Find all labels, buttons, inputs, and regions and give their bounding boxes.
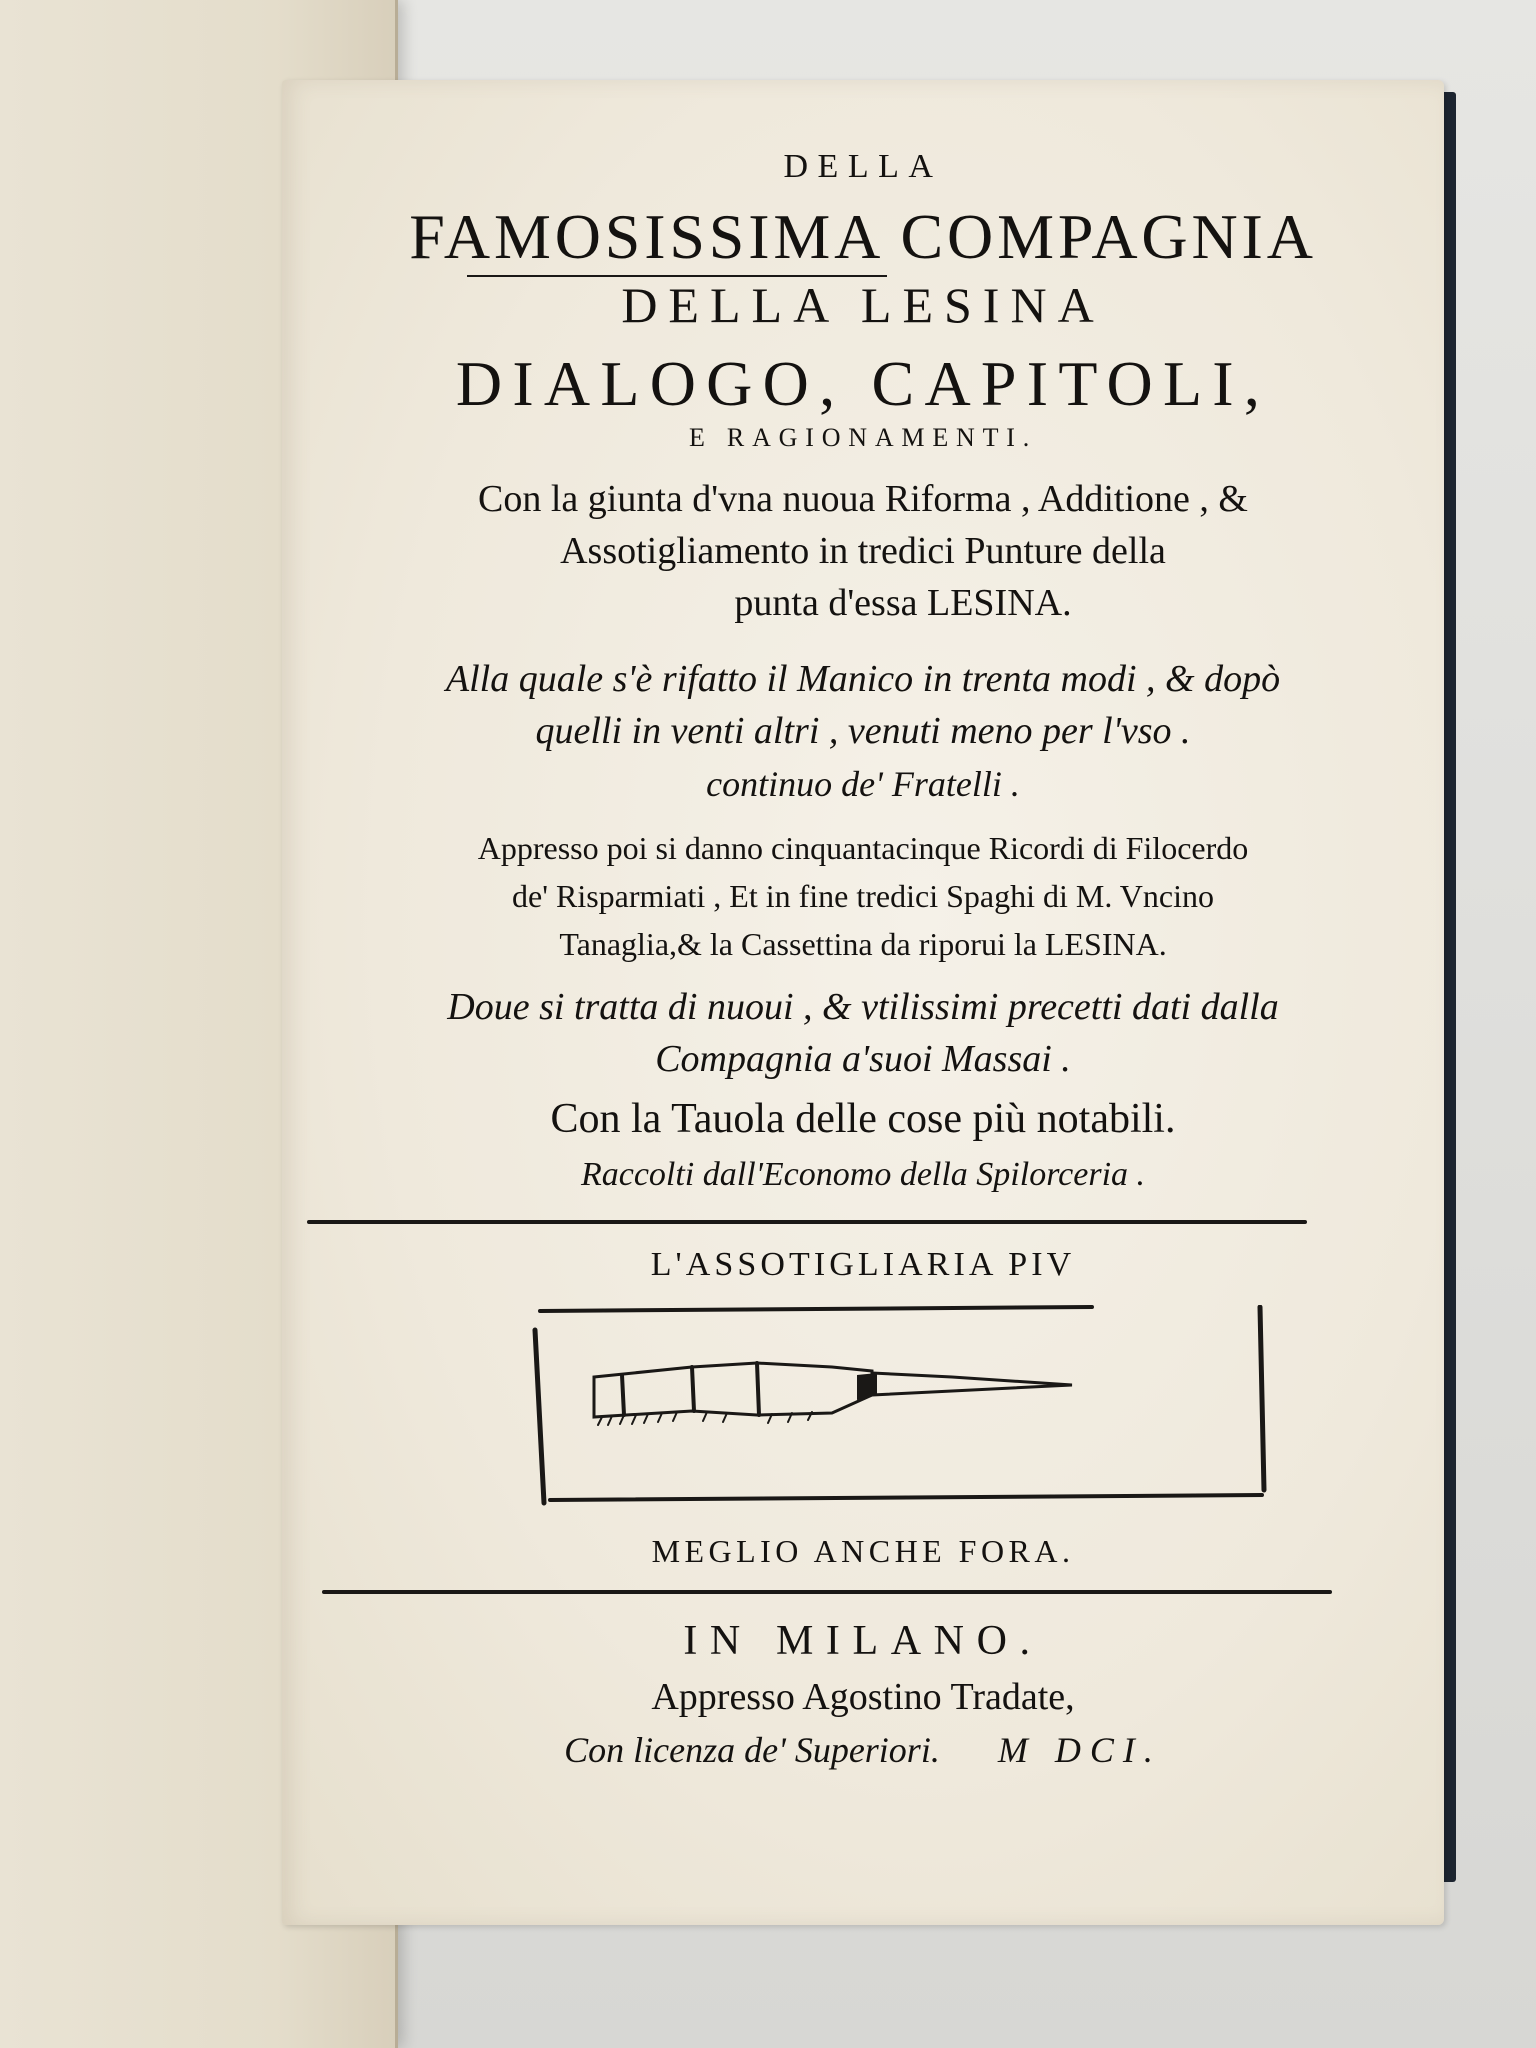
awl-handle bbox=[594, 1363, 872, 1417]
imprint-place: IN MILANO. bbox=[683, 1618, 1043, 1664]
woodcut-frame-left bbox=[535, 1330, 544, 1503]
title-page bbox=[282, 80, 1444, 1925]
awl-woodcut bbox=[532, 1305, 1277, 1510]
content-line-3: Tanaglia,& la Cassettina da riporui la LESINA. bbox=[559, 926, 1167, 962]
woodcut-frame-top bbox=[540, 1307, 1092, 1311]
title-line-3: DELLA LESINA bbox=[621, 277, 1105, 333]
title-line-4: DIALOGO, CAPITOLI, bbox=[455, 348, 1271, 419]
italic-line-1: Alla quale s'è rifatto il Manico in trenta modi , & dopò bbox=[445, 658, 1281, 700]
woodcut-frame-bottom bbox=[550, 1495, 1262, 1500]
awl-blade bbox=[872, 1373, 1072, 1395]
imprint-license bbox=[282, 1732, 1444, 1768]
italic-line-5: Compagnia a'suoi Massai . bbox=[655, 1038, 1071, 1080]
bottom-divider bbox=[322, 1590, 1332, 1594]
italic-line-3: continuo de' Fratelli . bbox=[706, 764, 1020, 804]
title-line-2: FAMOSISSIMA COMPAGNIA bbox=[409, 201, 1317, 272]
subtitle-line-3: punta d'essa LESINA. bbox=[734, 582, 1072, 624]
top-divider bbox=[307, 1220, 1307, 1224]
subtitle-line-2: Assotigliamento in tredici Punture della bbox=[560, 530, 1166, 572]
imprint-printer: Appresso Agostino Tradate, bbox=[651, 1676, 1075, 1718]
italic-line-2: quelli in venti altri , venuti meno per l'vso . bbox=[535, 710, 1191, 752]
subtitle-line-1: Con la giunta d'vna nuoua Riforma , Additione , & bbox=[478, 478, 1248, 520]
imprint-year: M DCI. bbox=[997, 1730, 1162, 1770]
content-line-2: de' Risparmiati , Et in fine tredici Spaghi di M. Vncino bbox=[512, 878, 1214, 914]
license-text: Con licenza de' Superiori. bbox=[564, 1730, 940, 1770]
table-note: Con la Tauola delle cose più notabili. bbox=[550, 1096, 1176, 1142]
compiler-note: Raccolti dall'Economo della Spilorceria . bbox=[580, 1156, 1146, 1193]
title-line-5: E RAGIONAMENTI. bbox=[688, 423, 1038, 452]
content-line-1: Appresso poi si danno cinquantacinque Ricordi di Filocerdo bbox=[477, 830, 1249, 866]
motto-bottom: MEGLIO ANCHE FORA. bbox=[651, 1533, 1075, 1569]
italic-line-4: Doue si tratta di nuoui , & vtilissimi precetti dati dalla bbox=[447, 986, 1279, 1028]
title-line-1: DELLA bbox=[783, 148, 943, 185]
woodcut-frame-right bbox=[1260, 1307, 1264, 1490]
motto-top: L'ASSOTIGLIARIA PIV bbox=[650, 1246, 1076, 1283]
